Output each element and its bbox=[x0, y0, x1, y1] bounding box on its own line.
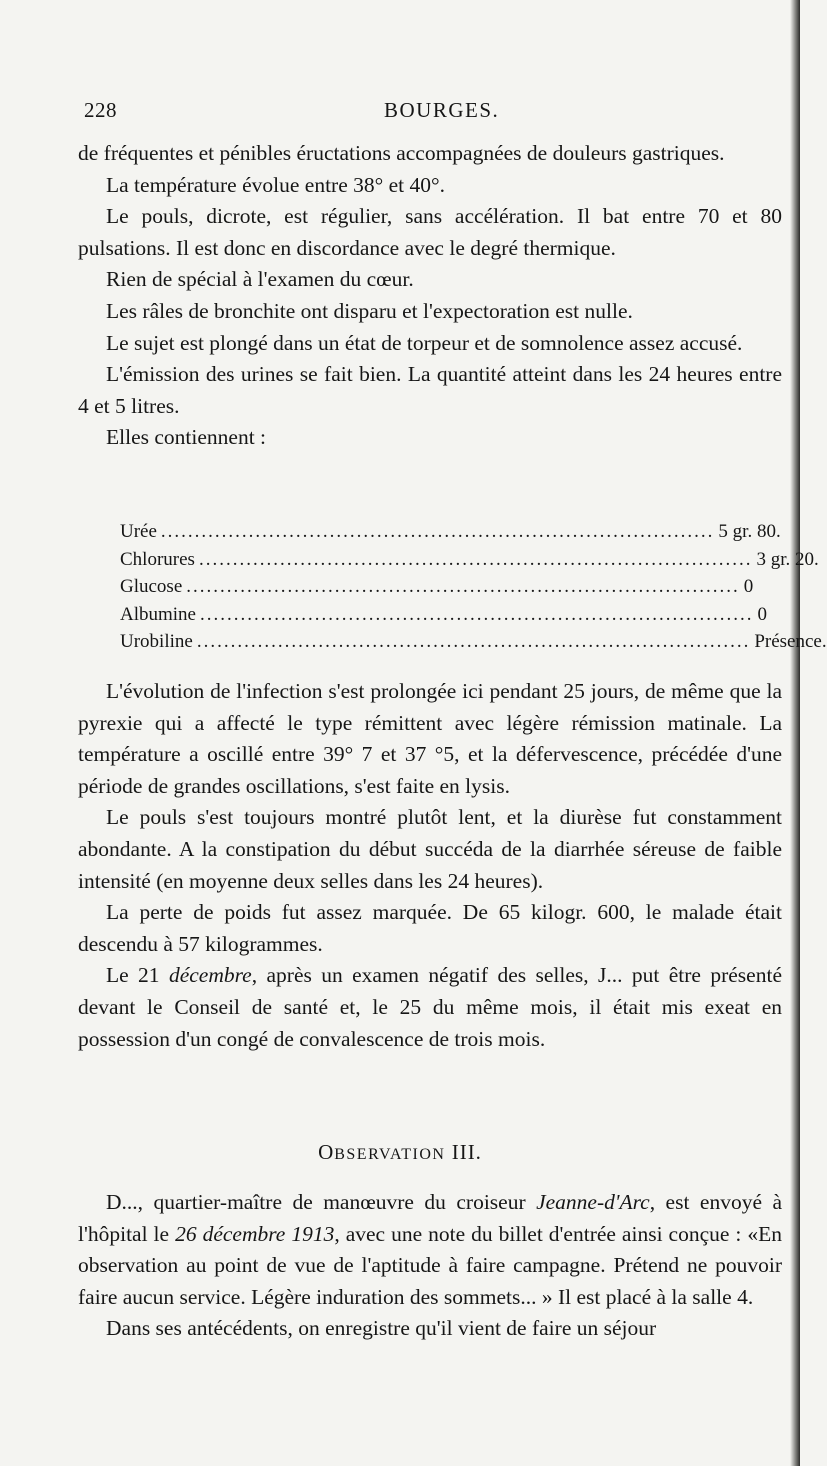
paragraph: L'évolution de l'infection s'est prolongée ici pendant 25 jours, de même que la pyrexie qui a affecté le type rémittent avec légère rémission matinale. La température a oscillé entre 39° 7 et 37 °5, et la défervescence, précédée d'une période de grandes oscillations, s'est faite en lysis. bbox=[78, 679, 782, 798]
heading-small-caps: BSERVATION bbox=[334, 1146, 446, 1163]
substance-name: Chlorures bbox=[120, 548, 195, 570]
paragraph: Le pouls s'est toujours montré plutôt lent, et la diurèse fut constamment abondante. A la constipation du début succéda de la diarrhée séreuse de faible intensité (en moyenne deux selles dans les 24 heures). bbox=[78, 805, 782, 893]
paragraph: de fréquentes et pénibles éructations accompagnées de douleurs gastriques. bbox=[78, 141, 725, 165]
text-run: , après un examen négatif des selles, J... put être présenté devant le Conseil de santé et, le 25 du même mois, il était mis exeat en possession d'un congé de convalescence de trois mois. bbox=[78, 963, 782, 1051]
paragraph-observation bbox=[78, 1187, 782, 1313]
italic-ship-name: Jeanne-d'Arc bbox=[536, 1190, 650, 1214]
section-heading bbox=[0, 1140, 800, 1165]
text-block-middle bbox=[78, 676, 782, 1055]
paragraph: Le pouls, dicrote, est régulier, sans accélération. Il bat entre 70 et 80 pulsations. Il est donc en discordance avec le degré thermique. bbox=[78, 204, 782, 260]
leader-dots: .................................................................................. bbox=[160, 521, 715, 542]
paragraph: Elles contiennent : bbox=[106, 425, 267, 450]
substance-value: Présence. bbox=[754, 631, 827, 652]
table-row bbox=[120, 546, 819, 574]
paragraph-release bbox=[78, 960, 782, 1055]
substance-name: Albumine bbox=[120, 603, 196, 625]
table-row bbox=[120, 601, 767, 629]
text-run: D..., quartier-maître de manœuvre du croiseur bbox=[106, 1190, 537, 1214]
substance-value: 5 gr. 80. bbox=[718, 521, 781, 542]
text-block-top bbox=[78, 138, 782, 454]
running-title: BOURGES. bbox=[384, 98, 500, 122]
text-block-bottom bbox=[78, 1187, 782, 1345]
leader-dots: .................................................................................. bbox=[196, 631, 751, 652]
paragraph: Rien de spécial à l'examen du cœur. bbox=[106, 267, 414, 292]
text-run: , avec une note du billet d'entrée ainsi conçue : «En observation au point de vue de l'aptitude à faire campagne. Prétend ne pouvoir faire aucun service. Légère induration des sommets... » Il est placé à la salle 4. bbox=[78, 1221, 783, 1309]
substance-value: 3 gr. 20. bbox=[756, 548, 819, 570]
urine-analysis-table bbox=[120, 518, 827, 656]
paragraph: Les râles de bronchite ont disparu et l'expectoration est nulle. bbox=[106, 298, 633, 323]
paragraph: La température évolue entre 38° et 40°. bbox=[106, 172, 445, 197]
leader-dots: .................................................................................. bbox=[198, 548, 753, 570]
text-run: Le 21 bbox=[106, 963, 169, 988]
leader-dots: .................................................................................. bbox=[186, 576, 740, 597]
heading-numeral: III. bbox=[451, 1140, 482, 1164]
paragraph: Le sujet est plongé dans un état de torpeur et de somnolence assez accusé. bbox=[106, 330, 743, 355]
page-number: 228 bbox=[84, 98, 117, 122]
running-header bbox=[84, 98, 784, 128]
substance-value: 0 bbox=[757, 603, 767, 625]
table-row bbox=[120, 573, 754, 601]
paragraph: Dans ses antécédents, on enregistre qu'il vient de faire un séjour bbox=[106, 1316, 657, 1341]
paragraph: La perte de poids fut assez marquée. De 65 kilogr. 600, le malade était descendu à 57 kilogrammes. bbox=[78, 900, 782, 956]
leader-dots: .................................................................................. bbox=[200, 603, 754, 625]
table-row bbox=[120, 628, 827, 656]
heading-initial: O bbox=[318, 1140, 335, 1164]
text-run: , est envoyé à l'hôpital le bbox=[78, 1190, 782, 1246]
table-row bbox=[120, 518, 781, 546]
italic-date: 26 décembre 1913 bbox=[175, 1221, 335, 1246]
substance-name: Urée bbox=[120, 521, 157, 542]
italic-date: décembre bbox=[168, 963, 252, 988]
paragraph: L'émission des urines se fait bien. La quantité atteint dans les 24 heures entre 4 et 5 litres. bbox=[78, 362, 782, 418]
substance-name: Urobiline bbox=[120, 631, 193, 652]
page-edge-shadow bbox=[790, 0, 800, 1466]
substance-name: Glucose bbox=[120, 576, 183, 597]
substance-value: 0 bbox=[743, 576, 754, 597]
